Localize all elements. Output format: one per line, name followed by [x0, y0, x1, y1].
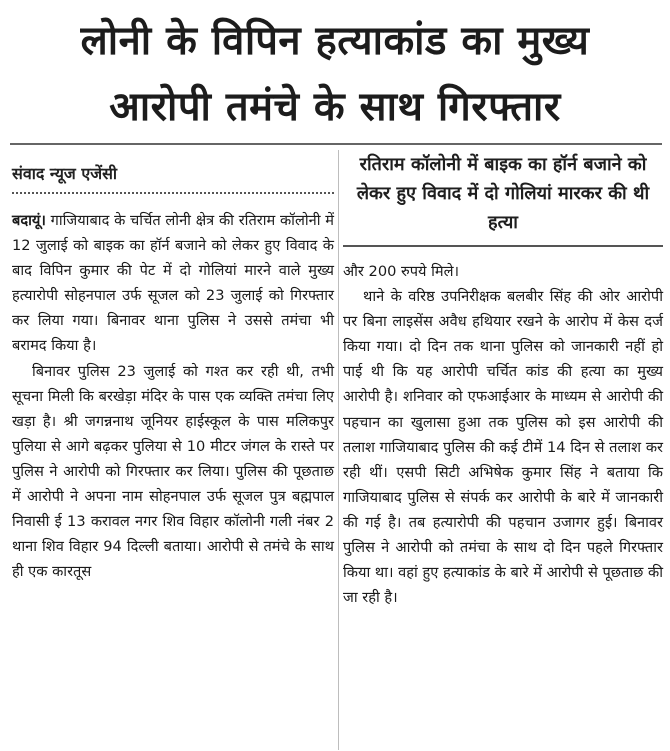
subheadline: रतिराम कॉलोनी में बाइक का हॉर्न बजाने को लेकर हुए विवाद में दो गोलियां मारकर की थी हत्या: [356, 154, 650, 233]
headline-line-2: आरोपी तमंचे के साथ गिरफ्तार: [109, 84, 561, 130]
article-paragraph: [12, 208, 334, 359]
article-column-left: [12, 208, 334, 584]
article-paragraph: थाने के वरिष्ठ उपनिरीक्षक बलबीर सिंह की ओर आरोपी पर बिना लाइसेंस अवैध हथियार रखने के आरोप में केस दर्ज किया गया। दो दिन तक थाना पुलिस को जानकारी नहीं हो पाई थी कि यह आरोपी चर्चित कांड की हत्या का मुख्य आरोपी है। शनिवार को एफआईआर के माध्यम से आरोपी की पहचान का खुलासा हुआ तक पुलिस को इस आरोपी की तलाश गाजियाबाद पुलिस की कई टीमें 14 दिन से तलाश कर रही थीं। एसपी सिटी अभिषेक कुमार सिंह ने बताया कि गाजियाबाद पुलिस से संपर्क कर आरोपी के बारे में जानकारी की गई है। तब हत्यारोपी की पहचान उजागर हुई। बिनावर पुलिस ने आरोपी को तमंचा के साथ दो दिन पहले गिरफ्तार किया था। वहां हुए हत्याकांड के बारे में आरोपी से पूछताछ की जा रही है।: [343, 288, 663, 607]
headline-divider: [10, 143, 662, 145]
column-divider: [338, 150, 339, 750]
dateline: बदायूं।: [12, 212, 46, 229]
paragraph-text: गाजियाबाद के चर्चित लोनी क्षेत्र की रतिराम कॉलोनी में 12 जुलाई को बाइक का हॉर्न बजाने को लेकर हुए विवाद के बाद विपिन कुमार की पेट में दो गोलियां मारने वाले मुख्य हत्यारोपी सोहनपाल उर्फ सूजल को 23 जुलाई को गिरफ्तार कर लिया गया। बिनावर थाना पुलिस ने उससे तमंचा भी बरामद किया है।: [12, 212, 334, 355]
article-paragraph: बिनावर पुलिस 23 जुलाई को गश्त कर रही थी, तभी सूचना मिली कि बरखेड़ा मंदिर के पास एक व्यक्ति तमंचा लिए खड़ा है। श्री जगन्ननाथ जूनियर हाईस्कूल के पास मलिकपुर पुलिया से आगे बढ़कर पुलिया से 10 मीटर जंगल के रास्ते पर पुलिस ने आरोपी को गिरफ्तार कर लिया। पुलिस की पूछताछ में आरोपी ने अपना नाम सोहनपाल उर्फ सूजल पुत्र बह्मपाल निवासी ई 13 करावल नगर शिव विहार कॉलोनी गली नंबर 2 थाना शिव विहार 94 दिल्ली बताया। आरोपी से तमंचे के साथ ही एक कारतूस: [12, 362, 334, 581]
article-column-right: [343, 259, 663, 610]
subheadline-divider: [343, 245, 663, 247]
byline: संवाद न्यूज एजेंसी: [12, 164, 118, 183]
headline-line-1: लोनी के विपिन हत्याकांड का मुख्य: [80, 18, 590, 64]
byline-divider: [12, 192, 334, 194]
article-paragraph: और 200 रुपये मिले।: [343, 263, 460, 280]
headline: [0, 8, 670, 140]
